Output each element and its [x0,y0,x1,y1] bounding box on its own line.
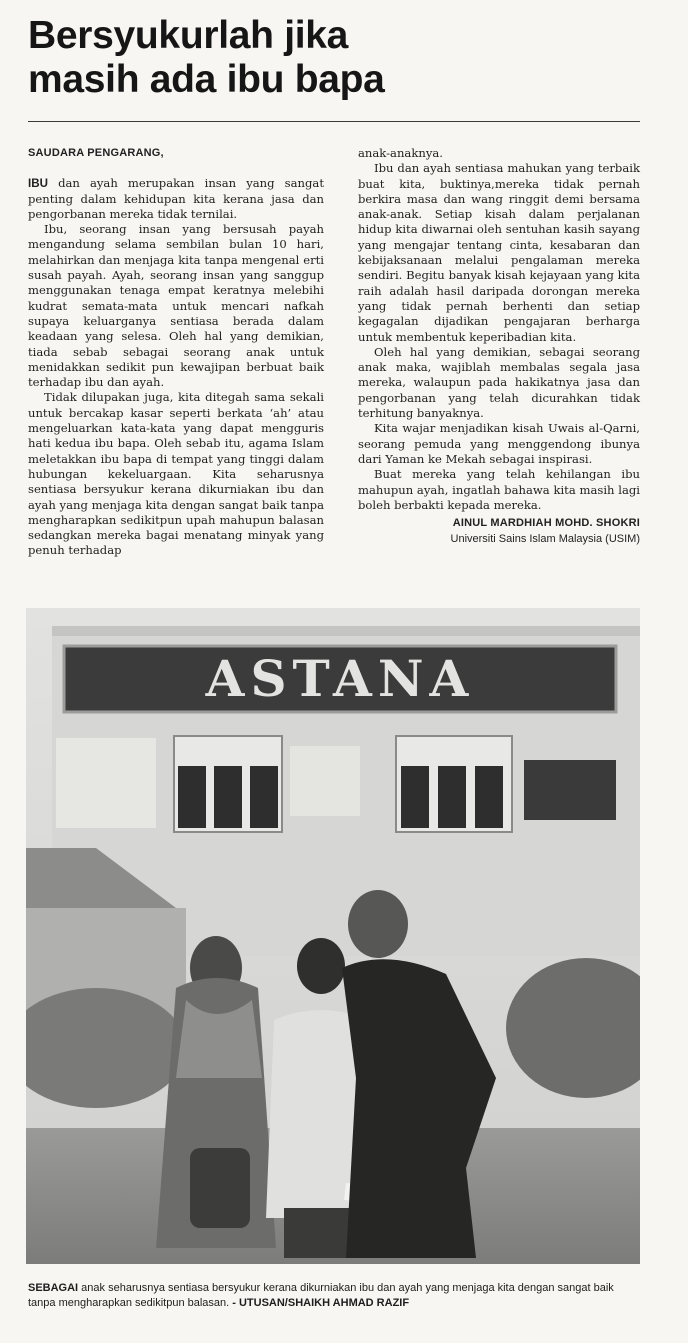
news-photo [26,608,640,1264]
paragraph-3-continued: anak-anaknya. [358,146,443,160]
paragraph-4: Ibu dan ayah sentiasa mahukan yang terbaik buat kita, buktinya,mereka tidak pernah berkira masa dan wang ringgit demi bersama anak-anak. Setiap kisah dalam perjalanan hidup kita diwarnai oleh sentuhan kasih sayang yang mengajar tentang cinta, kesabaran dan kebijaksanaan melalui pengalaman mereka sendiri. Begitu banyak kisah kejayaan yang kita raih adalah hasil daripada dorongan mereka yang tidak pernah berhenti dan setiap kegagalan dijadikan pengajaran berharga untuk membentuk keperibadian kita. [358,161,640,344]
caption-lead: SEBAGAI [28,1282,79,1294]
astana-sign-text: ASTANA [205,649,475,708]
paragraph-6: Kita wajar menjadikan kisah Uwais al-Qarni, seorang pemuda yang menggendong ibunya dari Yaman ke Mekah sebagai inspirasi. [358,421,640,466]
author-institution: Universiti Sains Islam Malaysia (USIM) [450,533,640,546]
paragraph-7: Buat mereka yang telah kehilangan ibu mahupun ayah, ingatlah bahawa kita masih lagi boleh berbakti kepada mereka. [358,467,640,512]
headline [28,14,668,102]
photo-illustration [26,608,640,1264]
caption-credit: - UTUSAN/SHAIKH AHMAD RAZIF [229,1297,410,1309]
caption-text: anak seharusnya sentiasa bersyukur kerana dikurniakan ibu dan ayah yang menjaga kita dengan sangat baik tanpa mengharapkan sedikitpun balasan. [28,1282,614,1309]
author-name: AINUL MARDHIAH MOHD. SHOKRI [452,517,640,530]
letter-column-right [358,146,640,548]
notice-board-left [56,738,156,828]
salutation: SAUDARA PENGARANG, [28,147,164,159]
byline [358,516,640,548]
paragraph-3: Tidak dilupakan juga, kita ditegah sama sekali untuk bercakap kasar seperti berkata ‘ah’ atau mengeluarkan kata-kata yang dapat mengguris hati kedua ibu bapa. Oleh sebab itu, agama Islam meletakkan ibu bapa di tempat yang tinggi dalam hubungan kekeluargaan. Kita seharusnya sentiasa bersyukur kerana dikurniakan ibu dan ayah yang menjaga kita dengan sangat baik tanpa mengharapkan sedikitpun upah mahupun balasan sedangkan mereka bagai menatang minyak yang penuh terhadap [28,390,324,558]
headline-rule [28,121,640,122]
window-dark-panel [524,760,616,820]
paragraph-2: Ibu, seorang insan yang bersusah payah mengandung selama sembilan bulan 10 hari, melahirkan dan menjaga kita tanpa mengenal erti susah payah. Ayah, seorang insan yang sanggup menggunakan tenaga empat keratnya melebihi kudrat semata-mata untuk mencari nafkah supaya keluarganya sentiasa berada dalam keadaan yang selesa. Oleh hal yang demikian, tiada sebab sebagai seorang anak untuk menidakkan sedikit pun kewajipan berbuat baik terhadap ibu dan ayah. [28,222,324,390]
paragraph-1 [28,176,324,222]
paragraph-5: Oleh hal yang demikian, sebagai seorang anak maka, wajiblah membalas segala jasa mereka, walaupun pada hakikatnya jasa dan pengorbanan yang telah dicurahkan tidak terhitung banyaknya. [358,344,640,421]
paragraph-1-text: dan ayah merupakan insan yang sangat penting dalam kehidupan kita kerana jasa dan pengorbanan mereka tidak ternilai. [28,176,324,221]
handbag [190,1148,250,1228]
photo-caption [28,1281,640,1311]
paragraph-1-lead: IBU [28,177,48,191]
headline-line-1: Bersyukurlah jika [28,14,349,57]
notice-board-right [290,746,360,816]
letter-column-left [28,146,324,559]
headline-line-2: masih ada ibu bapa [28,58,385,101]
